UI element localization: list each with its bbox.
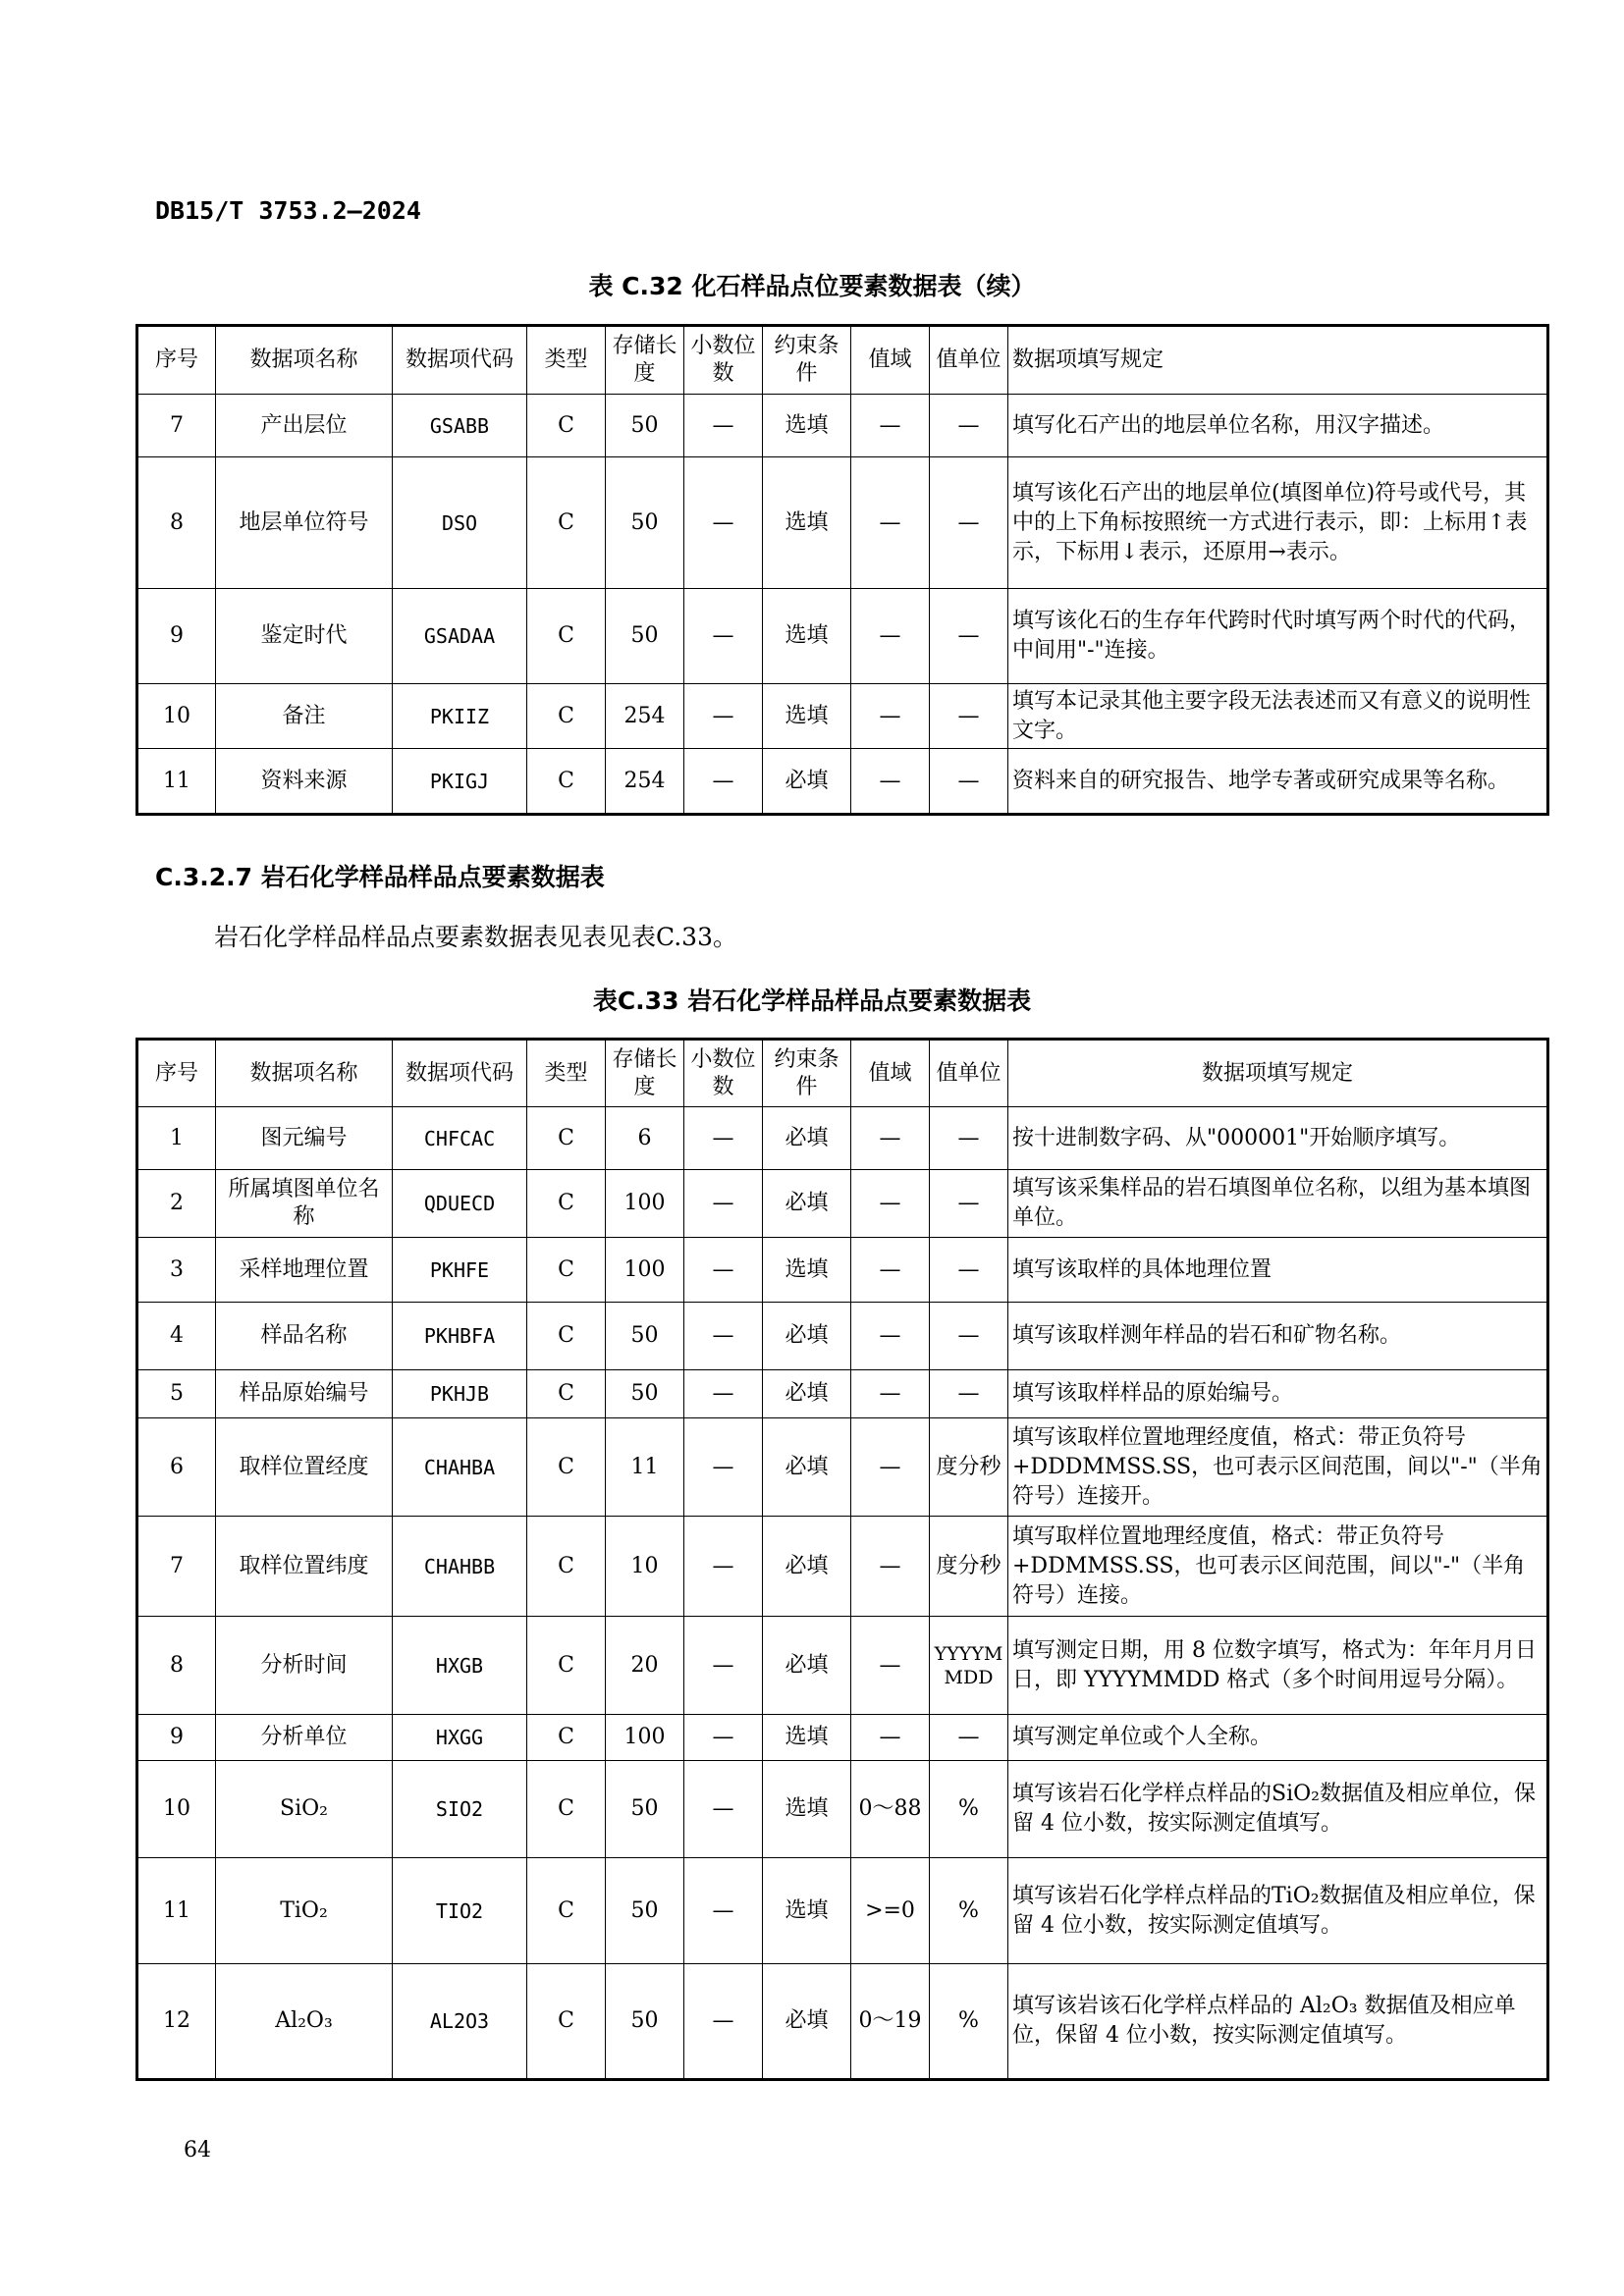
table-cell: — <box>930 1107 1008 1170</box>
table-cell: C <box>527 1303 606 1370</box>
table-cell: 填写该化石的生存年代跨时代时填写两个时代的代码，中间用"-"连接。 <box>1008 589 1548 684</box>
table-cell: 必填 <box>763 1418 851 1517</box>
table-cell: — <box>930 1238 1008 1303</box>
table-cell: — <box>930 1303 1008 1370</box>
table-cell: 50 <box>606 589 684 684</box>
table-cell: 11 <box>137 749 216 815</box>
table-cell: 填写该化石产出的地层单位(填图单位)符号或代号，其中的上下角标按照统一方式进行表示，即：上标用↑表示，下标用↓表示，还原用→表示。 <box>1008 457 1548 589</box>
table-cell: PKHJB <box>393 1370 527 1418</box>
table-cell: — <box>930 749 1008 815</box>
table-caption: 表C.33 岩石化学样品样品点要素数据表 <box>592 987 1032 1015</box>
table-cell: 5 <box>137 1370 216 1418</box>
table-cell: 填写测定单位或个人全称。 <box>1008 1715 1548 1761</box>
table-cell: 6 <box>606 1107 684 1170</box>
table-cell: 254 <box>606 749 684 815</box>
table-header-row <box>137 1040 1548 1107</box>
column-header: 数据项填写规定 <box>1008 1040 1548 1107</box>
table-cell: C <box>527 1370 606 1418</box>
table-cell: >=0 <box>851 1858 930 1964</box>
table-row <box>137 1715 1548 1761</box>
table-cell: — <box>684 1107 763 1170</box>
table-cell: C <box>527 1238 606 1303</box>
table-cell: 选填 <box>763 589 851 684</box>
table-cell: — <box>851 1517 930 1617</box>
table-cell: C <box>527 684 606 749</box>
table-cell: 10 <box>606 1517 684 1617</box>
table-cell: TIO2 <box>393 1858 527 1964</box>
table-row <box>137 1170 1548 1238</box>
table-cell: 选填 <box>763 1238 851 1303</box>
table-cell: — <box>930 1170 1008 1238</box>
table-row <box>137 1303 1548 1370</box>
table-cell: CHAHBA <box>393 1418 527 1517</box>
table-cell: CHFCAC <box>393 1107 527 1170</box>
table-cell: 0～19 <box>851 1964 930 2080</box>
table-cell: 50 <box>606 1761 684 1858</box>
table-cell: — <box>684 1170 763 1238</box>
table-cell: — <box>684 1418 763 1517</box>
table-cell: 100 <box>606 1715 684 1761</box>
table-cell: HXGG <box>393 1715 527 1761</box>
table-cell: CHAHBB <box>393 1517 527 1617</box>
table-cell: — <box>684 1715 763 1761</box>
table-cell: — <box>930 1370 1008 1418</box>
table-row <box>137 1370 1548 1418</box>
table-cell: C <box>527 1858 606 1964</box>
table-cell: HXGB <box>393 1617 527 1715</box>
table-cell: 100 <box>606 1238 684 1303</box>
table-cell: — <box>684 684 763 749</box>
data-table <box>135 324 1549 816</box>
table-cell: 填写该岩该石化学样点样品的 Al₂O₃ 数据值及相应单位，保留 4 位小数，按实际测定值填写。 <box>1008 1964 1548 2080</box>
table-cell: — <box>684 749 763 815</box>
table-cell: 7 <box>137 395 216 457</box>
table-cell: 254 <box>606 684 684 749</box>
table-row <box>137 1107 1548 1170</box>
table-cell: 度分秒 <box>930 1418 1008 1517</box>
table-cell: — <box>851 1238 930 1303</box>
table-cell: — <box>684 1964 763 2080</box>
table-cell: 填写该取样测年样品的岩石和矿物名称。 <box>1008 1303 1548 1370</box>
table-cell: — <box>684 1238 763 1303</box>
column-header: 约束条件 <box>763 1040 851 1107</box>
table-row <box>137 749 1548 815</box>
section-heading: C.3.2.7 岩石化学样品样品点要素数据表 <box>155 863 605 891</box>
table-cell: 2 <box>137 1170 216 1238</box>
table-cell: 填写取样位置地理经度值，格式：带正负符号+DDMMSS.SS，也可表示区间范围，间以"-"（半角符号）连接。 <box>1008 1517 1548 1617</box>
table-cell: 分析时间 <box>216 1617 393 1715</box>
table-row <box>137 1617 1548 1715</box>
table-cell: 鉴定时代 <box>216 589 393 684</box>
table-cell: 选填 <box>763 1715 851 1761</box>
table-cell: — <box>851 749 930 815</box>
table-row <box>137 1858 1548 1964</box>
table-cell: 填写该岩石化学样点样品的SiO₂数据值及相应单位，保留 4 位小数，按实际测定值填写。 <box>1008 1761 1548 1858</box>
table-cell: 地层单位符号 <box>216 457 393 589</box>
table-cell: 12 <box>137 1964 216 2080</box>
table-cell: PKIIZ <box>393 684 527 749</box>
table-cell: GSABB <box>393 395 527 457</box>
table-cell: C <box>527 749 606 815</box>
table-cell: 必填 <box>763 1617 851 1715</box>
table-cell: PKHBFA <box>393 1303 527 1370</box>
table-cell: — <box>851 1303 930 1370</box>
table-cell: 0～88 <box>851 1761 930 1858</box>
table-cell: — <box>851 395 930 457</box>
table-cell: 11 <box>137 1858 216 1964</box>
table-cell: 必填 <box>763 1964 851 2080</box>
table-cell: SIO2 <box>393 1761 527 1858</box>
column-header: 约束条件 <box>763 326 851 395</box>
column-header: 类型 <box>527 326 606 395</box>
table-cell: C <box>527 1715 606 1761</box>
table-cell: — <box>684 395 763 457</box>
table-cell: 样品名称 <box>216 1303 393 1370</box>
paragraph: 岩石化学样品样品点要素数据表见表见表C.33。 <box>214 923 737 951</box>
table-cell: — <box>851 1170 930 1238</box>
table-cell: 填写测定日期，用 8 位数字填写，格式为：年年月月日日，即 YYYYMMDD 格式（多个时间用逗号分隔）。 <box>1008 1617 1548 1715</box>
table-cell: 分析单位 <box>216 1715 393 1761</box>
column-header: 值域 <box>851 326 930 395</box>
table-cell: 11 <box>606 1418 684 1517</box>
table-cell: C <box>527 1107 606 1170</box>
table-row <box>137 1761 1548 1858</box>
table-cell: C <box>527 1517 606 1617</box>
table-cell: 8 <box>137 1617 216 1715</box>
table-row <box>137 1418 1548 1517</box>
table-header-row <box>137 326 1548 395</box>
table-cell: C <box>527 1418 606 1517</box>
table-cell: 取样位置纬度 <box>216 1517 393 1617</box>
table-cell: AL2O3 <box>393 1964 527 2080</box>
table-cell: 填写该取样位置地理经度值，格式：带正负符号+DDDMMSS.SS，也可表示区间范围，间以"-"（半角符号）连接开。 <box>1008 1418 1548 1517</box>
table-cell: 填写本记录其他主要字段无法表述而又有意义的说明性文字。 <box>1008 684 1548 749</box>
table-cell: DSO <box>393 457 527 589</box>
table-cell: C <box>527 1170 606 1238</box>
table-cell: 必填 <box>763 1517 851 1617</box>
table-cell: — <box>684 1517 763 1617</box>
table-cell: 选填 <box>763 684 851 749</box>
table-cell: — <box>851 589 930 684</box>
table-cell: 资料来源 <box>216 749 393 815</box>
table-cell: 50 <box>606 457 684 589</box>
table-cell: 50 <box>606 1858 684 1964</box>
table-row <box>137 684 1548 749</box>
table-cell: 图元编号 <box>216 1107 393 1170</box>
table-row <box>137 1964 1548 2080</box>
table-row <box>137 589 1548 684</box>
table-cell: 样品原始编号 <box>216 1370 393 1418</box>
table-cell: GSADAA <box>393 589 527 684</box>
table-row <box>137 457 1548 589</box>
table-cell: 必填 <box>763 1107 851 1170</box>
table-cell: — <box>930 684 1008 749</box>
page-number: 64 <box>184 2138 211 2163</box>
table-cell: Al₂O₃ <box>216 1964 393 2080</box>
column-header: 值单位 <box>930 326 1008 395</box>
table-cell: 50 <box>606 395 684 457</box>
table-cell: — <box>851 1418 930 1517</box>
table-cell: 必填 <box>763 749 851 815</box>
table-cell: C <box>527 1964 606 2080</box>
table-cell: — <box>930 457 1008 589</box>
table-cell: 100 <box>606 1170 684 1238</box>
table-cell: YYYYMMDD <box>930 1617 1008 1715</box>
data-table <box>135 1038 1549 2081</box>
table-cell: PKIGJ <box>393 749 527 815</box>
table-cell: — <box>851 684 930 749</box>
column-header: 数据项代码 <box>393 1040 527 1107</box>
table-cell: 填写该岩石化学样点样品的TiO₂数据值及相应单位，保留 4 位小数，按实际测定值填写。 <box>1008 1858 1548 1964</box>
table-cell: — <box>851 1715 930 1761</box>
column-header: 序号 <box>137 1040 216 1107</box>
table-cell: 9 <box>137 1715 216 1761</box>
table-cell: 选填 <box>763 457 851 589</box>
table-cell: 6 <box>137 1418 216 1517</box>
table-cell: 9 <box>137 589 216 684</box>
table-cell: 选填 <box>763 1858 851 1964</box>
table-row <box>137 395 1548 457</box>
column-header: 值域 <box>851 1040 930 1107</box>
column-header: 存储长度 <box>606 1040 684 1107</box>
column-header: 序号 <box>137 326 216 395</box>
document-header: DB15/T 3753.2—2024 <box>155 196 421 225</box>
table-cell: — <box>684 1617 763 1715</box>
table-cell: — <box>930 395 1008 457</box>
table-cell: 7 <box>137 1517 216 1617</box>
table-cell: SiO₂ <box>216 1761 393 1858</box>
column-header: 数据项填写规定 <box>1008 326 1548 395</box>
table-row <box>137 1238 1548 1303</box>
column-header: 值单位 <box>930 1040 1008 1107</box>
table-cell: PKHFE <box>393 1238 527 1303</box>
table-cell: 填写该取样的具体地理位置 <box>1008 1238 1548 1303</box>
table-cell: — <box>684 1761 763 1858</box>
table-cell: 必填 <box>763 1370 851 1418</box>
table-cell: 10 <box>137 1761 216 1858</box>
table-cell: — <box>851 457 930 589</box>
table-cell: % <box>930 1761 1008 1858</box>
table-cell: 取样位置经度 <box>216 1418 393 1517</box>
table-cell: 产出层位 <box>216 395 393 457</box>
table-cell: 必填 <box>763 1303 851 1370</box>
table-cell: 所属填图单位名称 <box>216 1170 393 1238</box>
table-cell: 10 <box>137 684 216 749</box>
table-caption: 表 C.32 化石样品点位要素数据表（续） <box>588 272 1036 300</box>
table-cell: C <box>527 1617 606 1715</box>
table-cell: 备注 <box>216 684 393 749</box>
table-cell: — <box>851 1617 930 1715</box>
table-cell: 选填 <box>763 1761 851 1858</box>
table-cell: — <box>684 1858 763 1964</box>
column-header: 数据项名称 <box>216 1040 393 1107</box>
table-cell: QDUECD <box>393 1170 527 1238</box>
table-cell: — <box>684 1303 763 1370</box>
table-cell: 填写该取样样品的原始编号。 <box>1008 1370 1548 1418</box>
table-cell: 20 <box>606 1617 684 1715</box>
table-cell: % <box>930 1964 1008 2080</box>
table-cell: 4 <box>137 1303 216 1370</box>
table-row <box>137 1517 1548 1617</box>
table-cell: TiO₂ <box>216 1858 393 1964</box>
table-cell: 资料来自的研究报告、地学专著或研究成果等名称。 <box>1008 749 1548 815</box>
table-cell: 填写该采集样品的岩石填图单位名称，以组为基本填图单位。 <box>1008 1170 1548 1238</box>
table-cell: 8 <box>137 457 216 589</box>
column-header: 数据项代码 <box>393 326 527 395</box>
table-cell: C <box>527 589 606 684</box>
table-cell: — <box>851 1107 930 1170</box>
table-cell: 按十进制数字码、从"000001"开始顺序填写。 <box>1008 1107 1548 1170</box>
column-header: 小数位数 <box>684 326 763 395</box>
column-header: 类型 <box>527 1040 606 1107</box>
table-cell: — <box>684 589 763 684</box>
column-header: 存储长度 <box>606 326 684 395</box>
table-cell: 采样地理位置 <box>216 1238 393 1303</box>
table-cell: C <box>527 395 606 457</box>
table-cell: 50 <box>606 1370 684 1418</box>
table-cell: 50 <box>606 1303 684 1370</box>
table-cell: C <box>527 1761 606 1858</box>
table-cell: 50 <box>606 1964 684 2080</box>
column-header: 数据项名称 <box>216 326 393 395</box>
table-cell: — <box>930 1715 1008 1761</box>
table-cell: 3 <box>137 1238 216 1303</box>
table-cell: 必填 <box>763 1170 851 1238</box>
table-cell: — <box>930 589 1008 684</box>
table-cell: — <box>684 1370 763 1418</box>
table-cell: % <box>930 1858 1008 1964</box>
column-header: 小数位数 <box>684 1040 763 1107</box>
table-cell: — <box>851 1370 930 1418</box>
table-cell: C <box>527 457 606 589</box>
table-cell: — <box>684 457 763 589</box>
table-cell: 度分秒 <box>930 1517 1008 1617</box>
table-cell: 填写化石产出的地层单位名称，用汉字描述。 <box>1008 395 1548 457</box>
table-cell: 选填 <box>763 395 851 457</box>
table-cell: 1 <box>137 1107 216 1170</box>
